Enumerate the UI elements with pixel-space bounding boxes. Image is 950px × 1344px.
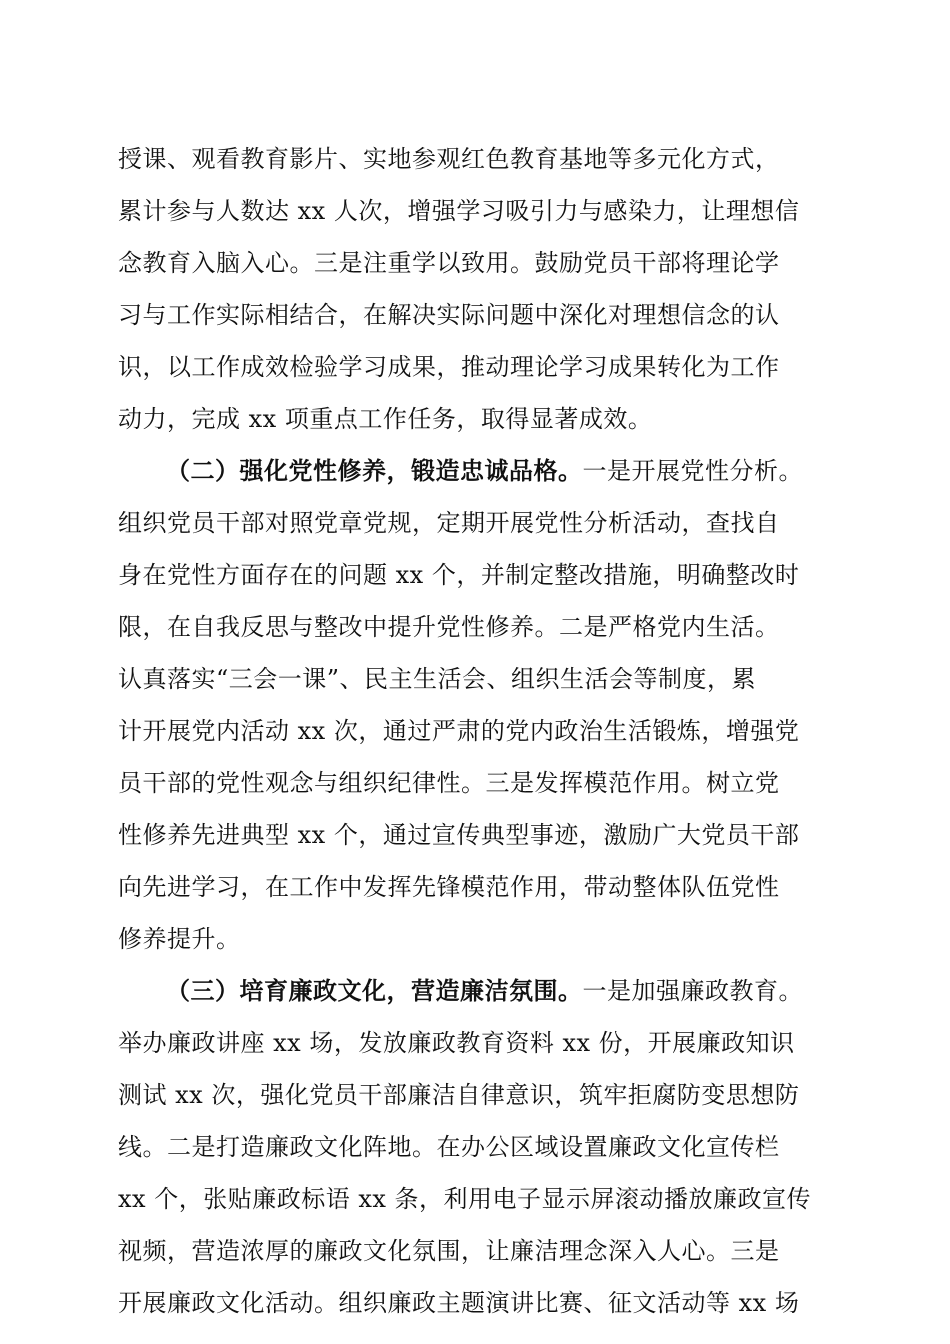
paragraph-line: 计开展党内活动 xx 次，通过严肃的党内政治生活锻炼，增强党 (118, 717, 800, 745)
section-two-first-rest: 一是开展党性分析。 (582, 457, 803, 485)
paragraph-line: 线。二是打造廉政文化阵地。在办公区域设置廉政文化宣传栏 (118, 1133, 780, 1161)
paragraph-line: 向先进学习，在工作中发挥先锋模范作用，带动整体队伍党性 (118, 873, 780, 901)
section-three-first-line (166, 976, 838, 1006)
paragraph-line: 念教育入脑入心。三是注重学以致用。鼓励党员干部将理论学 (118, 249, 780, 277)
paragraph-line: 身在党性方面存在的问题 xx 个，并制定整改措施，明确整改时 (118, 561, 800, 589)
paragraph-line: 动力，完成 xx 项重点工作任务，取得显著成效。 (118, 405, 653, 433)
section-two-heading: （二）强化党性修养，锻造忠诚品格。 (166, 456, 583, 485)
paragraph-line: 限，在自我反思与整改中提升党性修养。二是严格党内生活。 (118, 613, 780, 641)
paragraph-line: 修养提升。 (118, 925, 241, 953)
paragraph-line: 累计参与人数达 xx 人次，增强学习吸引力与感染力，让理想信 (118, 197, 800, 225)
section-two-first-line (166, 456, 838, 486)
paragraph-line: xx 个，张贴廉政标语 xx 条，利用电子显示屏滚动播放廉政宣传 (118, 1185, 812, 1213)
paragraph-line: 习与工作实际相结合，在解决实际问题中深化对理想信念的认 (118, 301, 780, 329)
paragraph-line: 开展廉政文化活动。组织廉政主题演讲比赛、征文活动等 xx 场 (118, 1289, 800, 1317)
paragraph-line: 性修养先进典型 xx 个，通过宣传典型事迹，激励广大党员干部 (118, 821, 800, 849)
paragraph-line: 举办廉政讲座 xx 场，发放廉政教育资料 xx 份，开展廉政知识 (118, 1029, 795, 1057)
section-three-heading: （三）培育廉政文化，营造廉洁氛围。 (166, 976, 583, 1005)
paragraph-line: 认真落实“三会一课”、民主生活会、组织生活会等制度，累 (118, 665, 757, 693)
paragraph-line: 员干部的党性观念与组织纪律性。三是发挥模范作用。树立党 (118, 769, 780, 797)
section-three-first-rest: 一是加强廉政教育。 (582, 977, 803, 1005)
paragraph-line: 测试 xx 次，强化党员干部廉洁自律意识，筑牢拒腐防变思想防 (118, 1081, 800, 1109)
paragraph-line: 视频，营造浓厚的廉政文化氛围，让廉洁理念深入人心。三是 (118, 1237, 780, 1265)
paragraph-line: 授课、观看教育影片、实地参观红色教育基地等多元化方式， (118, 145, 780, 173)
paragraph-line: 组织党员干部对照党章党规，定期开展党性分析活动，查找自 (118, 509, 780, 537)
paragraph-line: 识，以工作成效检验学习成果，推动理论学习成果转化为工作 (118, 353, 780, 381)
